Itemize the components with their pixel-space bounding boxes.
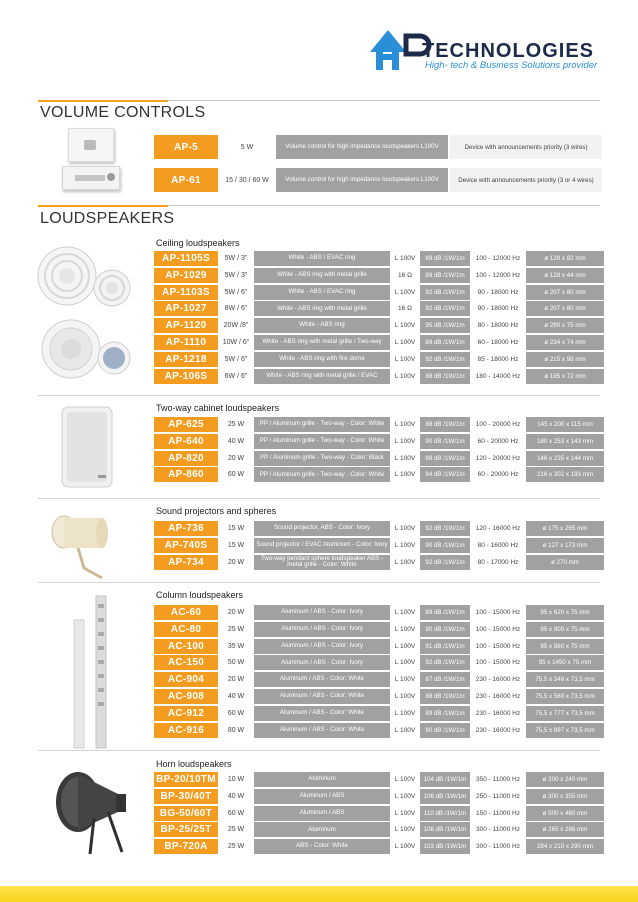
description: White - ABS ring with metal grille / Two-way xyxy=(254,335,390,350)
frequency-range: 250 - 11000 Hz xyxy=(472,789,524,804)
power-value: 5 W xyxy=(220,135,274,159)
impedance-voltage: L 100V xyxy=(392,434,418,449)
description: White - ABS / EVAC ring xyxy=(254,285,390,300)
model-code: AP-1120 xyxy=(154,318,218,333)
sensitivity: 92 dB /1W/1m xyxy=(420,555,470,570)
impedance-voltage: L 100V xyxy=(392,335,418,350)
sensitivity: 92 dB /1W/1m xyxy=(420,655,470,670)
ceiling-speaker-dome-image xyxy=(96,340,132,376)
dimensions: 145 x 200 x 115 mm xyxy=(526,417,604,432)
frequency-range: 85 - 18000 Hz xyxy=(472,352,524,367)
model-code: AP-740S xyxy=(154,538,218,553)
sensitivity: 94 dB /1W/1m xyxy=(420,467,470,482)
impedance-voltage: L 100V xyxy=(392,467,418,482)
frequency-range: 60 - 18000 Hz xyxy=(472,335,524,350)
description: Aluminum / ABS - Color: White xyxy=(254,723,390,738)
model-code: AP-1110 xyxy=(154,335,218,350)
sensitivity: 106 dB /1W/1m xyxy=(420,789,470,804)
power-value: 5W / 6" xyxy=(220,285,252,300)
power-value: 25 W xyxy=(220,622,252,637)
impedance-voltage: L 100V xyxy=(392,538,418,553)
model-code: AP-1103S xyxy=(154,285,218,300)
impedance-voltage: L 100V xyxy=(392,689,418,704)
dimensions: 75,5 x 348 x 73,5 mm xyxy=(526,672,604,687)
description: White - ABS ring with metal grille / EVAC xyxy=(254,369,390,384)
power-value: 15 W xyxy=(220,538,252,553)
description: Aluminum / ABS - Color: Ivory xyxy=(254,639,390,654)
section-title-volume: VOLUME CONTROLS xyxy=(40,104,206,121)
impedance-voltage: L 100V xyxy=(392,451,418,466)
product-row xyxy=(154,335,604,350)
model-code: BP-25/25T xyxy=(154,822,218,837)
dimensions: ø 290 x 75 mm xyxy=(526,318,604,333)
product-row xyxy=(154,772,604,787)
model-code: AP-734 xyxy=(154,555,218,570)
dimensions: ø 175 x 265 mm xyxy=(526,521,604,536)
model-code: AC-904 xyxy=(154,672,218,687)
power-value: 15 W xyxy=(220,521,252,536)
dimensions: ø 270 mm xyxy=(526,555,604,570)
impedance-voltage: L 100V xyxy=(392,622,418,637)
power-value: 40 W xyxy=(220,789,252,804)
frequency-range: 100 - 12000 Hz xyxy=(472,268,524,283)
sensitivity: 92 dB /1W/1m xyxy=(420,301,470,316)
frequency-range: 60 - 20000 Hz xyxy=(472,467,524,482)
product-row xyxy=(154,639,604,654)
power-value: 50 W xyxy=(220,655,252,670)
impedance-voltage: L 100V xyxy=(392,706,418,721)
frequency-range: 230 - 16000 Hz xyxy=(472,689,524,704)
description: Aluminum / ABS - Color: White xyxy=(254,706,390,721)
brand-tagline: High- tech & Business Solutions provider xyxy=(425,60,598,71)
product-row xyxy=(154,434,604,449)
frequency-range: 100 - 20000 Hz xyxy=(472,417,524,432)
group-title: Horn loudspeakers xyxy=(156,759,232,769)
impedance-voltage: L 100V xyxy=(392,285,418,300)
power-value: 40 W xyxy=(220,689,252,704)
product-row xyxy=(154,605,604,620)
dimensions: ø 127 x 173 mm xyxy=(526,538,604,553)
description: Aluminum / ABS - Color: Ivory xyxy=(254,655,390,670)
description: Aluminum / ABS - Color: White xyxy=(254,689,390,704)
sensitivity: 89 dB /1W/1m xyxy=(420,706,470,721)
frequency-range: 80 - 18000 Hz xyxy=(472,318,524,333)
model-code: BP-30/40T xyxy=(154,789,218,804)
power-value: 20 W xyxy=(220,555,252,570)
impedance-voltage: L 100V xyxy=(392,251,418,266)
frequency-range: 350 - 11000 Hz xyxy=(472,772,524,787)
impedance-voltage: L 100V xyxy=(392,672,418,687)
frequency-range: 100 - 15000 Hz xyxy=(472,605,524,620)
sensitivity: 92 dB /1W/1m xyxy=(420,285,470,300)
ceiling-speaker-small-image xyxy=(92,268,132,308)
impedance-voltage: L 100V xyxy=(392,417,418,432)
model-code: AP-640 xyxy=(154,434,218,449)
description: Volume control for high impedance loudspeakers L100V xyxy=(276,135,448,159)
frequency-range: 60 - 20000 Hz xyxy=(472,434,524,449)
model-code: AC-100 xyxy=(154,639,218,654)
dimensions: ø 200 x 240 mm xyxy=(526,772,604,787)
frequency-range: 100 - 15000 Hz xyxy=(472,655,524,670)
power-value: 20 W xyxy=(220,672,252,687)
sensitivity: 88 dB /1W/1m xyxy=(420,451,470,466)
impedance-voltage: L 100V xyxy=(392,789,418,804)
description: Aluminum / ABS - Color: Ivory xyxy=(254,605,390,620)
impedance-voltage: L 100V xyxy=(392,839,418,854)
product-row xyxy=(154,417,604,432)
power-value: 5W / 3" xyxy=(220,251,252,266)
dimensions: 95 x 620 x 75 mm xyxy=(526,605,604,620)
model-code: AP-1029 xyxy=(154,268,218,283)
frequency-range: 230 - 16000 Hz xyxy=(472,672,524,687)
impedance-voltage: L 100V xyxy=(392,772,418,787)
power-value: 35 W xyxy=(220,639,252,654)
frequency-range: 300 - 11000 Hz xyxy=(472,839,524,854)
dimensions: 180 x 253 x 143 mm xyxy=(526,434,604,449)
model-code: AC-908 xyxy=(154,689,218,704)
description: Sound projector, ABS - Color: Ivory xyxy=(254,521,390,536)
product-row xyxy=(154,521,604,536)
model-code: AP-106S xyxy=(154,369,218,384)
ceiling-speaker-grille-image xyxy=(40,318,102,380)
frequency-range: 120 - 16000 Hz xyxy=(472,521,524,536)
horn-speaker-image xyxy=(52,764,134,858)
model-code: BP-720A xyxy=(154,839,218,854)
dimensions: ø 215 x 98 mm xyxy=(526,352,604,367)
sensitivity: 104 dB /1W/1m xyxy=(420,772,470,787)
model-code: AP-61 xyxy=(154,168,218,192)
description: White - ABS / EVAC ring xyxy=(254,251,390,266)
description: Aluminum xyxy=(254,822,390,837)
frequency-range: 300 - 11000 Hz xyxy=(472,822,524,837)
description: White - ABS ring xyxy=(254,318,390,333)
description: Volume control for high impedance loudspeakers L100V xyxy=(276,168,448,192)
power-value: 40 W xyxy=(220,434,252,449)
product-row xyxy=(154,622,604,637)
volume-row xyxy=(154,135,602,159)
product-row xyxy=(154,689,604,704)
sensitivity: 90 dB /1W/1m xyxy=(420,622,470,637)
frequency-range: 120 - 20000 Hz xyxy=(472,451,524,466)
dimensions: ø 265 x 286 mm xyxy=(526,822,604,837)
description: PP / Aluminum grille - Two-way - Color: White xyxy=(254,467,390,482)
product-row xyxy=(154,285,604,300)
group-divider xyxy=(38,582,600,583)
sensitivity: 89 dB /1W/1m xyxy=(420,335,470,350)
frequency-range: 180 - 14000 Hz xyxy=(472,369,524,384)
product-row xyxy=(154,352,604,367)
ceiling-speaker-ring-image xyxy=(36,242,98,310)
impedance-voltage: 16 Ω xyxy=(392,301,418,316)
product-row xyxy=(154,806,604,821)
description: Two-way pendant sphere loudspeaker ABS - metal grille - Color: White xyxy=(254,555,390,570)
description: White - ABS ring with metal grille xyxy=(254,268,390,283)
frequency-range: 80 - 17000 Hz xyxy=(472,555,524,570)
impedance-voltage: L 100V xyxy=(392,822,418,837)
sensitivity: 88 dB /1W/1m xyxy=(420,369,470,384)
product-row xyxy=(154,672,604,687)
dimensions: ø 207 x 80 mm xyxy=(526,285,604,300)
dimensions: 95 x 800 x 75 mm xyxy=(526,622,604,637)
group-title: Two-way cabinet loudspeakers xyxy=(156,403,280,413)
description: Aluminum / ABS xyxy=(254,806,390,821)
sensitivity: 88 dB /1W/1m xyxy=(420,417,470,432)
model-code: BP-20/10TM xyxy=(154,772,218,787)
frequency-range: 90 - 18000 Hz xyxy=(472,285,524,300)
sensitivity: 88 dB /1W/1m xyxy=(420,689,470,704)
group-divider xyxy=(38,395,600,396)
power-value: 60 W xyxy=(220,467,252,482)
power-value: 5W / 6" xyxy=(220,352,252,367)
sensitivity: 108 dB /1W/1m xyxy=(420,822,470,837)
impedance-voltage: 16 Ω xyxy=(392,268,418,283)
power-value: 20 W xyxy=(220,451,252,466)
description: ABS - Color: White xyxy=(254,839,390,854)
frequency-range: 230 - 16000 Hz xyxy=(472,706,524,721)
model-code: AP-820 xyxy=(154,451,218,466)
group-title: Column loudspeakers xyxy=(156,590,244,600)
group-title: Ceiling loudspeakers xyxy=(156,238,240,248)
frequency-range: 150 - 11000 Hz xyxy=(472,806,524,821)
group-divider xyxy=(38,498,600,499)
product-row xyxy=(154,369,604,384)
frequency-range: 90 - 18000 Hz xyxy=(472,301,524,316)
sensitivity: 89 dB /1W/1m xyxy=(420,268,470,283)
sensitivity: 91 dB /1W/1m xyxy=(420,639,470,654)
impedance-voltage: L 100V xyxy=(392,806,418,821)
section-title-loudspeakers: LOUDSPEAKERS xyxy=(40,210,175,227)
impedance-voltage: L 100V xyxy=(392,605,418,620)
product-row xyxy=(154,301,604,316)
description: Aluminum / ABS - Color: Ivory xyxy=(254,622,390,637)
impedance-voltage: L 100V xyxy=(392,318,418,333)
impedance-voltage: L 100V xyxy=(392,521,418,536)
description: PP / Aluminum grille - Two-way - Color: White xyxy=(254,434,390,449)
priority-note: Device with announcements priority (3 wires) xyxy=(450,135,602,159)
description: Aluminum / ABS xyxy=(254,789,390,804)
impedance-voltage: L 100V xyxy=(392,639,418,654)
power-value: 25 W xyxy=(220,417,252,432)
product-row xyxy=(154,451,604,466)
sensitivity: 92 dB /1W/1m xyxy=(420,352,470,367)
product-row xyxy=(154,723,604,738)
model-code: AP-1105S xyxy=(154,251,218,266)
dimensions: ø 234 x 74 mm xyxy=(526,335,604,350)
dimensions: ø 195 x 72 mm xyxy=(526,369,604,384)
sensitivity: 103 dB /1W/1m xyxy=(420,839,470,854)
frequency-range: 100 - 12000 Hz xyxy=(472,251,524,266)
product-row xyxy=(154,467,604,482)
column-speakers-image xyxy=(68,594,118,750)
product-row xyxy=(154,789,604,804)
frequency-range: 100 - 15000 Hz xyxy=(472,622,524,637)
power-value: 10W / 6" xyxy=(220,335,252,350)
power-value: 25 W xyxy=(220,839,252,854)
volume-control-ap61-image xyxy=(62,166,120,190)
footer-bar xyxy=(0,886,638,902)
description: PP / Aluminum grille - Two-way - Color: Black xyxy=(254,451,390,466)
priority-note: Device with announcements priority (3 or 4 wires) xyxy=(450,168,602,192)
power-value: 80 W xyxy=(220,723,252,738)
description: Aluminum xyxy=(254,772,390,787)
dimensions: 75,5 x 560 x 73,5 mm xyxy=(526,689,604,704)
sensitivity: 110 dB /1W/1m xyxy=(420,806,470,821)
sensitivity: 90 dB /1W/1m xyxy=(420,723,470,738)
power-value: 10 W xyxy=(220,772,252,787)
product-row xyxy=(154,839,604,854)
impedance-voltage: L 100V xyxy=(392,655,418,670)
power-value: 6W / 6" xyxy=(220,369,252,384)
model-code: AP-736 xyxy=(154,521,218,536)
product-row xyxy=(154,318,604,333)
model-code: AP-860 xyxy=(154,467,218,482)
group-title: Sound projectors and spheres xyxy=(156,506,277,516)
model-code: AC-916 xyxy=(154,723,218,738)
description: Aluminum / ABS - Color: White xyxy=(254,672,390,687)
model-code: AP-625 xyxy=(154,417,218,432)
sensitivity: 89 dB /1W/1m xyxy=(420,605,470,620)
power-value: 5W / 3" xyxy=(220,268,252,283)
frequency-range: 230 - 16000 Hz xyxy=(472,723,524,738)
dimensions: ø 207 x 80 mm xyxy=(526,301,604,316)
cabinet-speaker-image xyxy=(58,405,116,491)
dimensions: 75,5 x 777 x 73,5 mm xyxy=(526,706,604,721)
section-accent xyxy=(38,100,168,102)
model-code: AC-150 xyxy=(154,655,218,670)
product-row xyxy=(154,251,604,266)
impedance-voltage: L 100V xyxy=(392,723,418,738)
model-code: AC-80 xyxy=(154,622,218,637)
impedance-voltage: L 100V xyxy=(392,352,418,367)
description: Sound projector / EVAC Aluminum - Color: Ivory xyxy=(254,538,390,553)
dimensions: 95 x 1450 x 75 mm xyxy=(526,655,604,670)
group-divider xyxy=(38,750,600,751)
power-value: 20 W xyxy=(220,605,252,620)
brand-name: TECHNOLOGIES xyxy=(422,40,595,62)
dimensions: 284 x 210 x 290 mm xyxy=(526,839,604,854)
section-accent xyxy=(38,205,168,207)
frequency-range: 100 - 15000 Hz xyxy=(472,639,524,654)
dimensions: 75,5 x 997 x 73,5 mm xyxy=(526,723,604,738)
sensitivity: 90 dB /1W/1m xyxy=(420,434,470,449)
product-row xyxy=(154,655,604,670)
power-value: 60 W xyxy=(220,806,252,821)
dimensions: ø 500 x 480 mm xyxy=(526,806,604,821)
frequency-range: 80 - 16000 Hz xyxy=(472,538,524,553)
description: White - ABS ring with metal grille xyxy=(254,301,390,316)
dimensions: 95 x 980 x 75 mm xyxy=(526,639,604,654)
product-row xyxy=(154,706,604,721)
dimensions: 146 x 235 x 144 mm xyxy=(526,451,604,466)
sound-projector-image xyxy=(48,506,114,580)
impedance-voltage: L 100V xyxy=(392,555,418,570)
model-code: AC-912 xyxy=(154,706,218,721)
power-value: 15 / 30 / 60 W xyxy=(220,168,274,192)
model-code: AP-1218 xyxy=(154,352,218,367)
description: White - ABS ring with fire dome xyxy=(254,352,390,367)
dimensions: ø 128 x 82 mm xyxy=(526,251,604,266)
dimensions: 216 x 302 x 193 mm xyxy=(526,467,604,482)
impedance-voltage: L 100V xyxy=(392,369,418,384)
power-value: 60 W xyxy=(220,706,252,721)
model-code: AP-5 xyxy=(154,135,218,159)
sensitivity: 92 dB /1W/1m xyxy=(420,521,470,536)
product-row xyxy=(154,268,604,283)
model-code: AP-1027 xyxy=(154,301,218,316)
product-row xyxy=(154,822,604,837)
sensitivity: 95 dB /1W/1m xyxy=(420,318,470,333)
sensitivity: 87 dB /1W/1m xyxy=(420,672,470,687)
volume-control-ap5-image xyxy=(68,128,114,162)
description: PP / Aluminum grille - Two-way - Color: White xyxy=(254,417,390,432)
power-value: 20W /8" xyxy=(220,318,252,333)
model-code: BG-50/60T xyxy=(154,806,218,821)
power-value: 8W / 6" xyxy=(220,301,252,316)
product-row xyxy=(154,555,604,570)
volume-row xyxy=(154,168,602,192)
sensitivity: 89 dB /1W/1m xyxy=(420,251,470,266)
model-code: AC-60 xyxy=(154,605,218,620)
dimensions: ø 128 x 44 mm xyxy=(526,268,604,283)
product-row xyxy=(154,538,604,553)
power-value: 25 W xyxy=(220,822,252,837)
dimensions: ø 300 x 355 mm xyxy=(526,789,604,804)
sensitivity: 90 dB /1W/1m xyxy=(420,538,470,553)
